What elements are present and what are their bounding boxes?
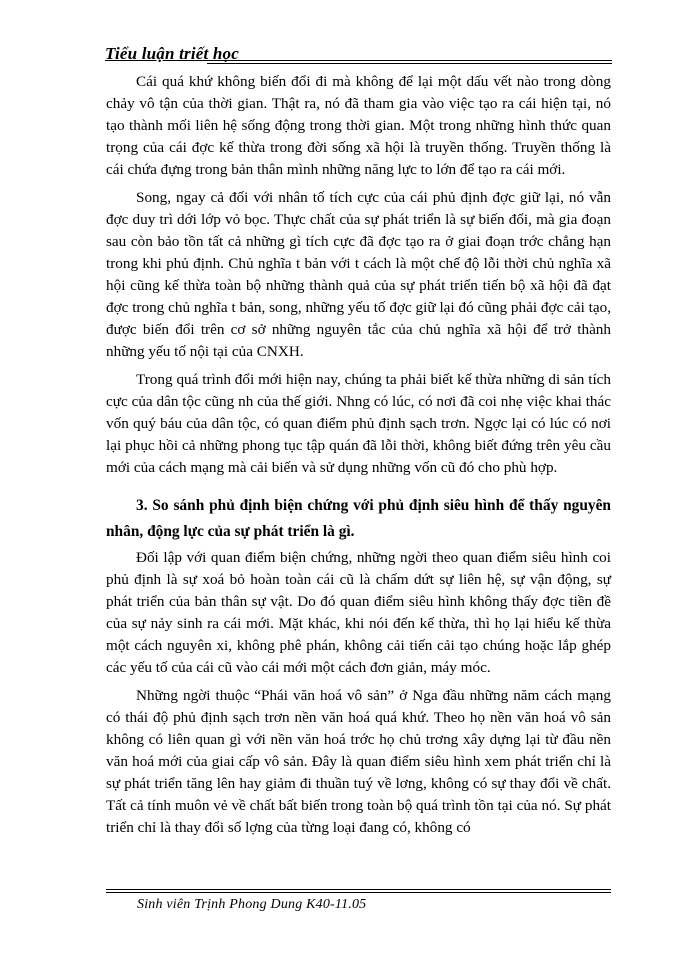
header-title: Tiểu luận triết học (105, 44, 239, 63)
footer-author: Sinh viên Trịnh Phong Dung K40-11.05 (137, 897, 367, 912)
paragraph: Những ngời thuộc “Phái văn hoá vô sản” ở Nga đầu những năm cách mạng có thái độ phủ định sạch trơn nền văn hoá quá khứ. Theo họ nền văn hoá vô sản không có liên quan gì với nền văn hoá trớc họ chủ trơng xây dựng lại từ đầu nền văn hoá mới của giai cấp vô sản. Đây là quan điểm siêu hình xem phát triển chỉ là sự phát triển tăng lên hay giảm đi thuần tuý về lơng, không có sự thay đổi về chất. Tất cả tính muôn vẻ về chất bất biến trong toàn bộ quá trình tồn tại của nó. Sự phát triển chỉ là thay đổi số lợng của từng loại đang có, không có (106, 687, 611, 836)
footer-divider (106, 889, 611, 893)
paragraph: Đối lập với quan điểm biện chứng, những ngời theo quan điểm siêu hình coi phủ định là sự xoá bỏ hoàn toàn cái cũ là chấm dứt sự liên hệ, sự vận động, sự phát triển của bản thân sự vật. Do đó quan điểm siêu hình không thấy đợc tiền đề của sự nảy sinh ra cái mới. Mặt khác, khi nói đến kế thừa, thì họ lại hiểu kế thừa một cách nguyên xi, không phê phán, không cải tiến cải tạo chúng hoặc lắp ghép các yếu tố của cái cũ vào cái mới một cách đơn giản, máy móc. (106, 549, 611, 676)
header-divider (207, 60, 612, 64)
paragraph: Song, ngay cả đối với nhân tố tích cực của cái phủ định đợc giữ lại, nó vẫn đợc duy trì dới lớp vỏ bọc. Thực chất của sự phát triển là sự biến đổi, mà gia đoạn sau còn bảo tồn tất cả những gì tích cực đã đợc tạo ra ở giai đoạn trớc chẳng hạn trong khi phủ định. Chủ nghĩa t bản với t cách là một chế độ lỗi thời chủ nghĩa xã hội cũng kế thừa toàn bộ những thành quả của sự phát triển tiến bộ xã hội đã đạt đợc trong chủ nghĩa t bản, song, những yếu tố đợc giữ lại đó cũng phải đợc cải tạo, được biến đổi trên cơ sở những nguyên tắc của chủ nghĩa xã hội để trở thành những yếu tố nội tại của CNXH. (106, 189, 611, 360)
paragraph: Trong quá trình đổi mới hiện nay, chúng ta phải biết kế thừa những di sản tích cực của dân tộc cũng nh của thế giới. Nhng có lúc, có nơi đã coi nhẹ việc khai thác vốn quý báu của dân tộc, có quan điểm phủ định sạch trơn. Ngợc lại có lúc có nơi lại phục hồi cả những phong tục tập quán đã lỗi thời, không biết đứng trên yêu cầu mới của cách mạng mà cải biến và sử dụng những vốn cũ đó cho phù hợp. (106, 371, 611, 476)
document-body (106, 71, 611, 839)
paragraph: Cái quá khứ không biến đổi đi mà không để lại một dấu vết nào trong dòng chảy vô tận của thời gian. Thật ra, nó đã tham gia vào việc tạo ra cái hiện tại, nó tạo thành mối liên hệ sống động trong thời gian. Một trong những hình thức quan trọng của cái đợc kế thừa trong đời sống xã hội là truyền thống. Truyền thống là cái chứa đựng trong bản thân mình những năng lực to lớn để tạo ra cái mới. (106, 73, 611, 178)
section-heading: 3. So sánh phủ định biện chứng với phủ định siêu hình để thấy nguyên nhân, động lực của sự phát triển là gì. (106, 497, 611, 540)
